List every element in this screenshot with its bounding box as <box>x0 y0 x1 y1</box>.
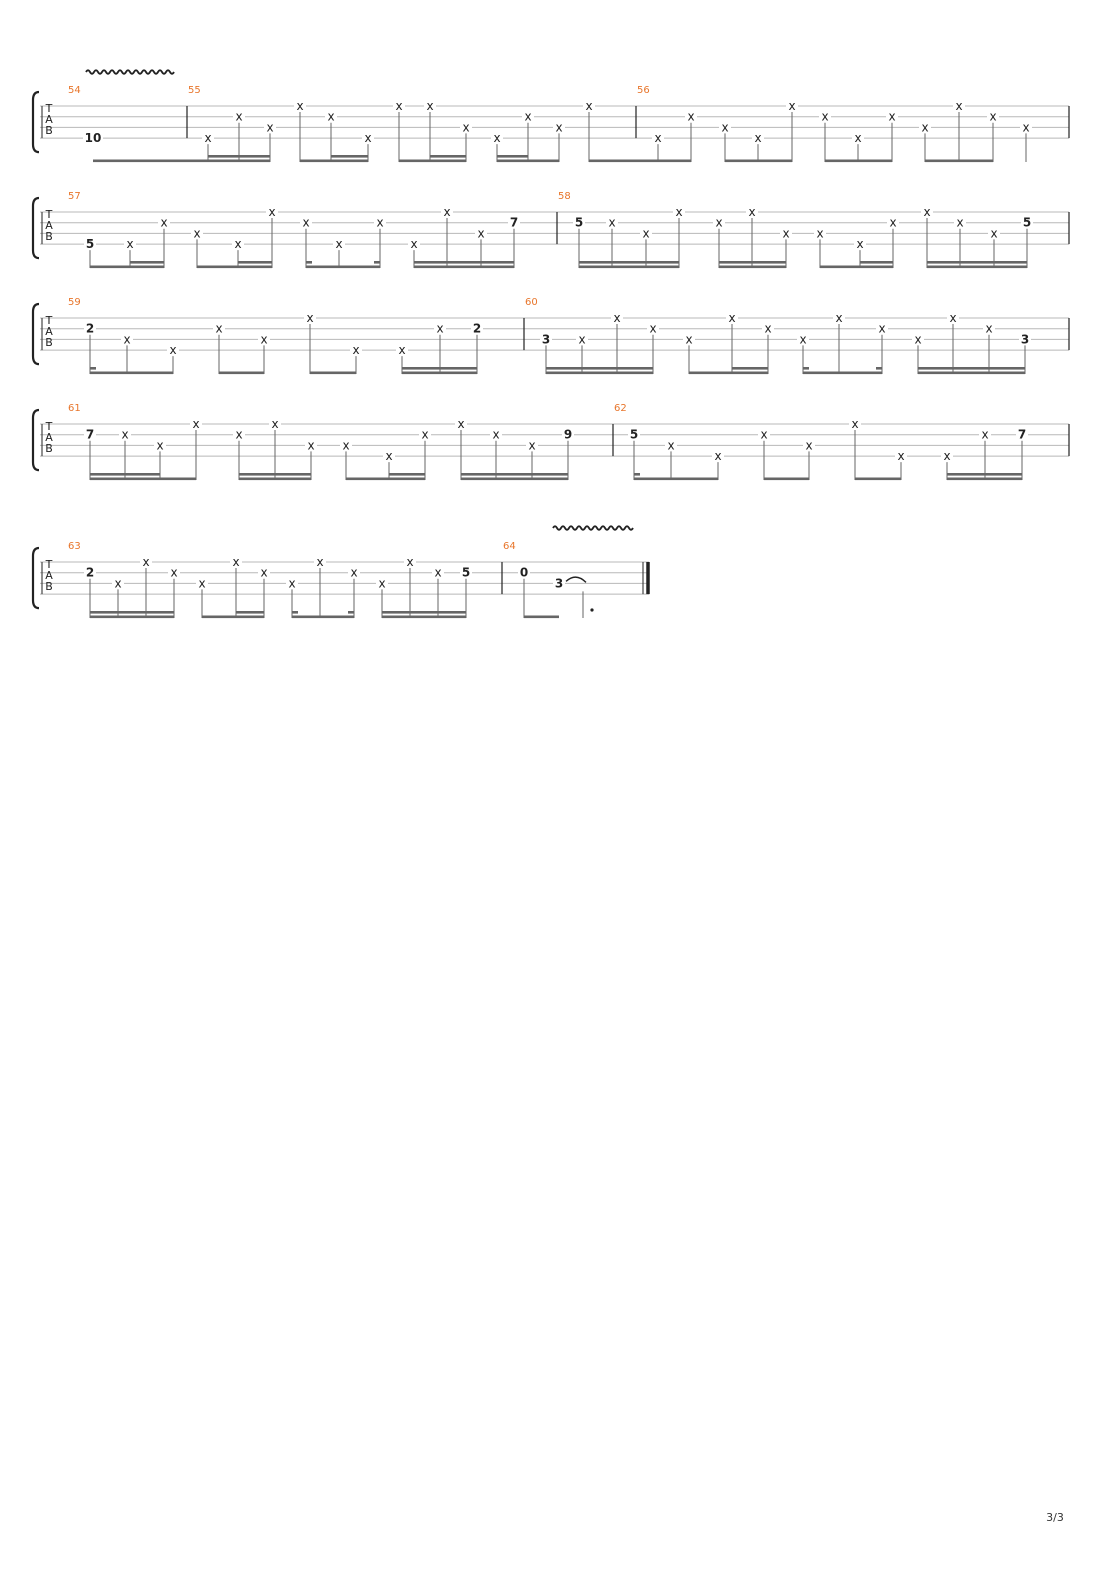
dead-note: x <box>170 565 178 580</box>
dead-note: x <box>268 205 276 219</box>
dead-note: x <box>123 332 131 347</box>
vibrato-marking <box>553 526 633 530</box>
dead-note: x <box>234 237 242 252</box>
beam-primary <box>497 160 559 163</box>
beam-secondary <box>90 473 160 476</box>
beam-primary <box>546 372 653 375</box>
fret-number: 2 <box>85 321 95 336</box>
dead-note: x <box>990 226 998 241</box>
beam-secondary <box>579 261 679 264</box>
dead-note: x <box>410 237 418 252</box>
beam-stub <box>90 367 96 370</box>
dead-note: x <box>989 109 997 124</box>
dead-note: x <box>835 311 843 325</box>
dead-note: x <box>654 131 662 146</box>
fret-number: 10 <box>84 131 102 146</box>
dead-note: x <box>436 321 444 336</box>
tab-clef-letter: T <box>45 420 53 433</box>
dead-note: x <box>721 120 729 135</box>
beam-secondary <box>918 367 1025 370</box>
dead-note: x <box>434 565 442 580</box>
beam-secondary <box>719 261 786 264</box>
dead-note: x <box>687 109 695 124</box>
dead-note: x <box>426 99 434 113</box>
beam-secondary <box>382 611 466 614</box>
beam-secondary <box>461 473 568 476</box>
dead-note: x <box>613 311 621 325</box>
beam-secondary <box>331 155 368 158</box>
dead-note: x <box>854 131 862 146</box>
dead-note: x <box>288 576 296 591</box>
dead-note: x <box>350 565 358 580</box>
dead-note: x <box>949 311 957 325</box>
beam-primary <box>90 372 173 375</box>
dead-note: x <box>748 205 756 219</box>
dead-note: x <box>649 321 657 336</box>
dead-note: x <box>266 120 274 135</box>
fret-number: 7 <box>85 427 95 442</box>
beam-secondary <box>414 261 514 264</box>
dead-note: x <box>376 215 384 230</box>
beam-primary <box>927 266 1027 269</box>
dead-note: x <box>421 427 429 442</box>
tie-arc <box>566 577 586 582</box>
beam-primary <box>820 266 893 269</box>
dead-note: x <box>923 205 931 219</box>
tab-clef-letter: B <box>45 230 53 243</box>
tab-clef-letter: B <box>45 336 53 349</box>
dead-note: x <box>271 417 279 431</box>
dead-note: x <box>667 438 675 453</box>
tab-clef-letter: A <box>45 431 53 444</box>
beam-primary <box>947 478 1022 481</box>
dead-note: x <box>192 417 200 431</box>
fret-number: 3 <box>1020 332 1030 347</box>
beam-primary <box>689 372 768 375</box>
beam-primary <box>306 266 380 269</box>
tab-clef-letter: B <box>45 124 53 137</box>
beam-secondary <box>430 155 466 158</box>
dead-note: x <box>235 109 243 124</box>
dead-note: x <box>728 311 736 325</box>
tab-clef-letter: B <box>45 442 53 455</box>
dead-note: x <box>307 438 315 453</box>
tab-clef-letter: A <box>45 219 53 232</box>
dead-note: x <box>235 427 243 442</box>
beam-primary <box>414 266 514 269</box>
dead-note: x <box>878 321 886 336</box>
dead-note: x <box>955 99 963 113</box>
dead-note: x <box>1022 120 1030 135</box>
dead-note: x <box>943 449 951 464</box>
beam-primary <box>524 616 559 619</box>
dead-note: x <box>897 449 905 464</box>
fret-number: 5 <box>1022 215 1032 230</box>
dead-note: x <box>302 215 310 230</box>
dead-note: x <box>406 555 414 569</box>
dead-note: x <box>585 99 593 113</box>
dead-note: x <box>760 427 768 442</box>
dead-note: x <box>398 343 406 358</box>
dead-note: x <box>385 449 393 464</box>
dead-note: x <box>492 427 500 442</box>
beam-stub <box>876 367 882 370</box>
tab-clef-letter: T <box>45 208 53 221</box>
beam-primary <box>579 266 679 269</box>
tab-clef-letter: T <box>45 558 53 571</box>
dead-note: x <box>889 215 897 230</box>
beam-secondary <box>947 473 1022 476</box>
dead-note: x <box>121 427 129 442</box>
dead-note: x <box>160 215 168 230</box>
dead-note: x <box>198 576 206 591</box>
beam-secondary <box>239 473 311 476</box>
dead-note: x <box>821 109 829 124</box>
beam-stub <box>306 261 312 264</box>
beam-primary <box>300 160 368 163</box>
beam-secondary <box>208 155 270 158</box>
tab-clef-letter: B <box>45 580 53 593</box>
tab-system <box>33 191 1069 268</box>
fret-number: 7 <box>1017 427 1027 442</box>
beam-stub <box>634 473 640 476</box>
beam-secondary <box>860 261 893 264</box>
system-bracket <box>33 198 39 258</box>
dead-note: x <box>608 215 616 230</box>
fret-number: 5 <box>461 565 471 580</box>
beam-primary <box>382 616 466 619</box>
dead-note: x <box>327 109 335 124</box>
fret-number: 2 <box>472 321 482 336</box>
measure-number: 60 <box>525 297 538 308</box>
measure-number: 63 <box>68 541 81 552</box>
fret-number: 2 <box>85 565 95 580</box>
beam-secondary <box>238 261 272 264</box>
measure-number: 55 <box>188 85 201 96</box>
dead-note: x <box>685 332 693 347</box>
tab-system <box>33 403 1069 480</box>
tab-clef-letter: A <box>45 325 53 338</box>
dead-note: x <box>956 215 964 230</box>
beam-secondary <box>236 611 264 614</box>
dead-note: x <box>215 321 223 336</box>
tab-system <box>33 297 1069 374</box>
dead-note: x <box>985 321 993 336</box>
vibrato-marking <box>86 70 174 74</box>
dead-note: x <box>493 131 501 146</box>
dead-note: x <box>675 205 683 219</box>
dead-note: x <box>260 565 268 580</box>
dead-note: x <box>316 555 324 569</box>
dead-note: x <box>921 120 929 135</box>
dead-note: x <box>204 131 212 146</box>
dead-note: x <box>764 321 772 336</box>
beam-primary <box>764 478 809 481</box>
beam-primary <box>310 372 356 375</box>
beam-primary <box>918 372 1025 375</box>
dead-note: x <box>335 237 343 252</box>
tab-system <box>33 526 649 618</box>
dead-note: x <box>788 99 796 113</box>
beam-primary <box>346 478 425 481</box>
beam-secondary <box>90 611 174 614</box>
dead-note: x <box>193 226 201 241</box>
beam-primary <box>825 160 892 163</box>
beam-primary <box>634 478 718 481</box>
beam-primary <box>589 160 691 163</box>
measure-number: 62 <box>614 403 627 414</box>
measure-number: 61 <box>68 403 81 414</box>
measure-number: 56 <box>637 85 650 96</box>
dead-note: x <box>816 226 824 241</box>
beam-primary <box>925 160 993 163</box>
beam-primary <box>202 616 264 619</box>
dead-note: x <box>306 311 314 325</box>
dead-note: x <box>981 427 989 442</box>
dead-note: x <box>126 237 134 252</box>
beam-primary <box>803 372 882 375</box>
beam-stub <box>348 611 354 614</box>
fret-number: 3 <box>554 576 564 591</box>
dead-note: x <box>782 226 790 241</box>
beam-primary <box>93 160 270 163</box>
dead-note: x <box>364 131 372 146</box>
dead-note: x <box>395 99 403 113</box>
beam-secondary <box>130 261 164 264</box>
dead-note: x <box>715 215 723 230</box>
beam-secondary <box>389 473 425 476</box>
dead-note: x <box>856 237 864 252</box>
dead-note: x <box>462 120 470 135</box>
dead-note: x <box>578 332 586 347</box>
beam-secondary <box>927 261 1027 264</box>
dead-note: x <box>528 438 536 453</box>
beam-stub <box>292 611 298 614</box>
beam-primary <box>725 160 792 163</box>
beam-secondary <box>497 155 528 158</box>
tab-clef-letter: A <box>45 113 53 126</box>
tab-clef-letter: A <box>45 569 53 582</box>
dead-note: x <box>888 109 896 124</box>
beam-primary <box>855 478 901 481</box>
fret-number: 3 <box>541 332 551 347</box>
dead-note: x <box>232 555 240 569</box>
dead-note: x <box>457 417 465 431</box>
measure-number: 59 <box>68 297 81 308</box>
tab-clef-letter: T <box>45 314 53 327</box>
beam-primary <box>197 266 272 269</box>
fret-number: 5 <box>574 215 584 230</box>
dead-note: x <box>524 109 532 124</box>
augmentation-dot <box>590 608 593 611</box>
beam-stub <box>374 261 380 264</box>
dead-note: x <box>714 449 722 464</box>
tab-system <box>33 70 1069 162</box>
beam-stub <box>803 367 809 370</box>
beam-primary <box>461 478 568 481</box>
dead-note: x <box>642 226 650 241</box>
system-bracket <box>33 548 39 608</box>
dead-note: x <box>296 99 304 113</box>
beam-primary <box>292 616 354 619</box>
beam-primary <box>219 372 264 375</box>
beam-primary <box>90 266 164 269</box>
dead-note: x <box>914 332 922 347</box>
dead-note: x <box>851 417 859 431</box>
beam-secondary <box>546 367 653 370</box>
dead-note: x <box>754 131 762 146</box>
beam-primary <box>402 372 477 375</box>
measure-number: 54 <box>68 85 81 96</box>
dead-note: x <box>142 555 150 569</box>
dead-note: x <box>260 332 268 347</box>
dead-note: x <box>169 343 177 358</box>
system-bracket <box>33 92 39 152</box>
dead-note: x <box>799 332 807 347</box>
dead-note: x <box>378 576 386 591</box>
beam-primary <box>90 478 196 481</box>
dead-note: x <box>352 343 360 358</box>
fret-number: 7 <box>509 215 519 230</box>
system-bracket <box>33 304 39 364</box>
fret-number: 5 <box>85 237 95 252</box>
measure-number: 57 <box>68 191 81 202</box>
dead-note: x <box>156 438 164 453</box>
beam-primary <box>399 160 466 163</box>
dead-note: x <box>443 205 451 219</box>
fret-number: 9 <box>563 427 573 442</box>
beam-secondary <box>732 367 768 370</box>
dead-note: x <box>805 438 813 453</box>
fret-number: 5 <box>629 427 639 442</box>
tab-clef-letter: T <box>45 102 53 115</box>
measure-number: 64 <box>503 541 516 552</box>
beam-primary <box>90 616 174 619</box>
system-bracket <box>33 410 39 470</box>
dead-note: x <box>114 576 122 591</box>
measure-number: 58 <box>558 191 571 202</box>
beam-secondary <box>402 367 477 370</box>
page-number: 3/3 <box>1046 1511 1064 1524</box>
dead-note: x <box>342 438 350 453</box>
dead-note: x <box>477 226 485 241</box>
dead-note: x <box>555 120 563 135</box>
beam-primary <box>239 478 311 481</box>
fret-number: 0 <box>519 565 529 580</box>
beam-primary <box>719 266 786 269</box>
